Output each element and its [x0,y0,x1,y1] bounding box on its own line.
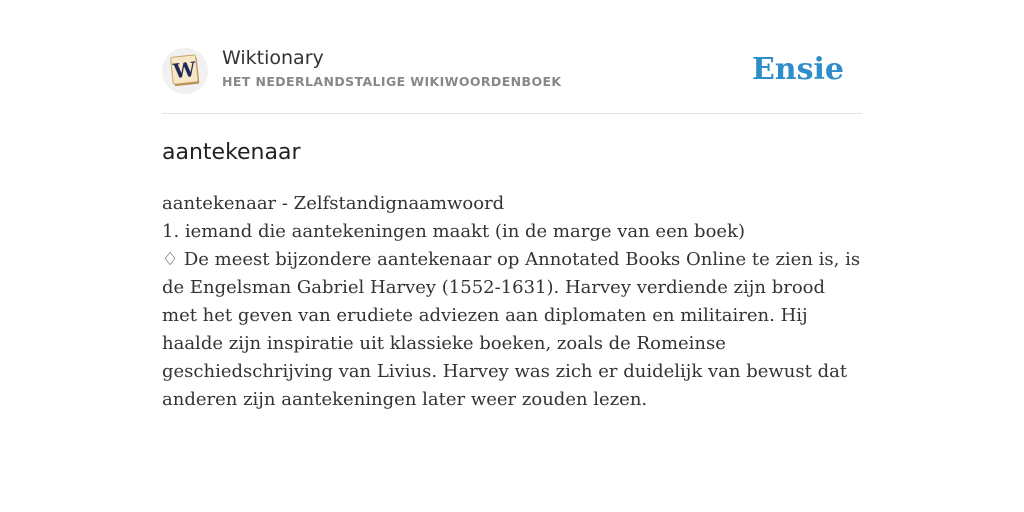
svg-text:W: W [171,56,197,84]
entry-content [162,190,862,414]
word-type-line: aantekenaar - Zelfstandignaamwoord [162,193,505,214]
logo-tile-graphic [162,48,208,94]
site-name[interactable]: Wiktionary [222,47,324,69]
header-divider [162,113,862,114]
example-text: ♢ De meest bijzondere aantekenaar op Annotated Books Online te zien is, is de Engelsman Gabriel Harvey (1552-1631). Harvey verdiende zijn brood met het geven van erudiete adviezen aan diplomaten en militairen. Hij haalde zijn inspiratie uit klassieke boeken, zoals de Romeinse geschiedschrijving van Livius. Harvey was zich er duidelijk van bewust dat anderen zijn aantekeningen later weer zouden lezen. [162,249,861,410]
wiktionary-logo-icon[interactable] [162,48,208,94]
site-header [162,46,862,96]
ensie-brand-logo[interactable]: Ensie [751,52,844,87]
entry-headword: aantekenaar [162,140,301,165]
site-tagline: HET NEDERLANDSTALIGE WIKIWOORDENBOEK [222,74,562,89]
definition-text: 1. iemand die aantekeningen maakt (in de marge van een boek) [162,221,745,242]
